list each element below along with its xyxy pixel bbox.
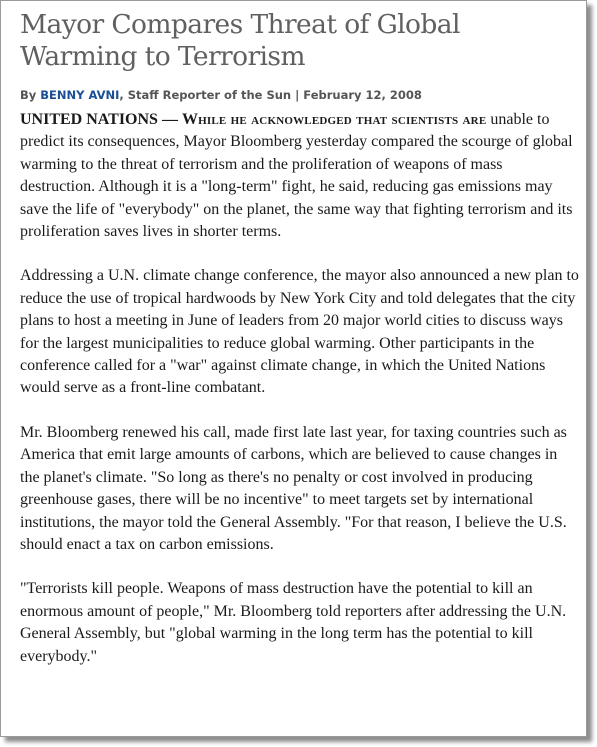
paragraph-text: unable to predict its consequences, Mayor Bloomberg yesterday compared the scourge of global warming to the threat of terrorism and the proliferation of weapons of mass destruction. Although it is a "long-term" fight, he said, reducing gas emissions may save the life of "everybody" on the planet, the same way that fighting terrorism and its proliferation saves lives in shorter terms. (20, 111, 573, 241)
article-byline (20, 87, 580, 103)
author-link[interactable]: BENNY AVNI (40, 88, 120, 102)
article-paragraph-2: Addressing a U.N. climate change conference, the mayor also announced a new plan to reduce the use of tropical hardwoods by New York City and told delegates that the city plans to host a meeting in June of leaders from 20 major world cities to discuss ways for the largest municipalities to reduce global warming. Other participants in the conference called for a "war" against climate change, in which the United Nations would serve as a front-line combatant. (20, 267, 579, 397)
article-paragraph-1 (20, 109, 580, 243)
article-headline: Mayor Compares Threat of Global Warming to Terrorism (20, 9, 460, 72)
byline-prefix: By (20, 88, 41, 102)
article-paragraph-4: "Terrorists kill people. Weapons of mass destruction have the potential to kill an enormous amount of people," Mr. Bloomberg told reporters after addressing the U.N. General Assembly, but "global warming in the long term has the potential to kill everybody." (20, 580, 567, 665)
dateline: UNITED NATIONS — (20, 111, 178, 128)
article-body (20, 109, 580, 690)
article-paragraph-3: Mr. Bloomberg renewed his call, made first late last year, for taxing countries such as America that emit large amounts of carbons, which are believed to cause changes in the planet's climate. "So long as there's no penalty or cost involved in producing greenhouse gases, there will be no incentive" to meet targets set by international institutions, the mayor told the General Assembly. "For that reason, I believe the U.S. should enact a tax on carbon emissions. (20, 423, 567, 553)
lead-in: While he acknowledged that scientists are (181, 111, 487, 128)
byline-suffix: , Staff Reporter of the Sun | February 12, 2008 (119, 88, 422, 102)
